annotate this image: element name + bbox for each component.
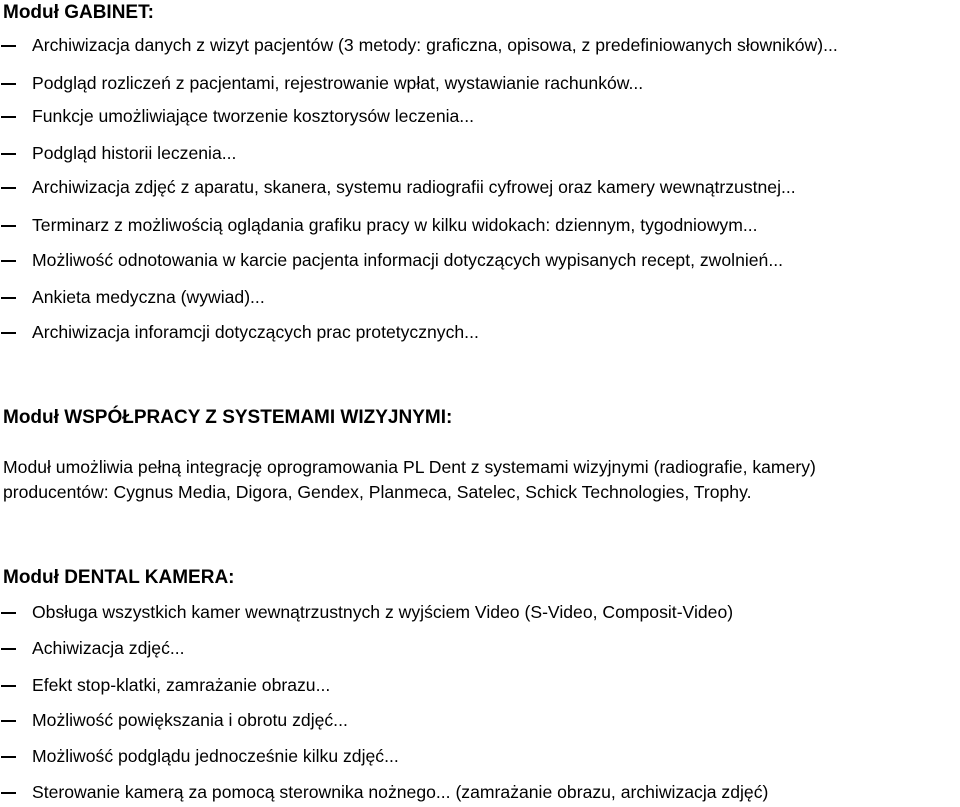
dash-bullet-icon xyxy=(1,332,16,334)
dash-bullet-icon xyxy=(1,116,16,118)
dash-bullet-icon xyxy=(1,45,16,47)
list-item-text: Sterowanie kamerą za pomocą sterownika nożnego... (zamrażanie obrazu, archiwizacja zdjęć) xyxy=(32,782,769,802)
list-item-text: Efekt stop-klatki, zamrażanie obrazu... xyxy=(32,675,331,695)
list-item-text: Podgląd historii leczenia... xyxy=(32,143,237,163)
list-item-text: Możliwość podglądu jednocześnie kilku zdjęć... xyxy=(32,746,399,766)
list-item-text: Obsługa wszystkich kamer wewnątrzustnych z wyjściem Video (S-Video, Composit-Video) xyxy=(32,602,734,622)
list-item-text: Archiwizacja zdjęć z aparatu, skanera, systemu radiografii cyfrowej oraz kamery wewnątrzustnej... xyxy=(32,177,796,197)
section-heading-wspolpraca: Moduł WSPÓŁPRACY Z SYSTEMAMI WIZYJNYMI: xyxy=(3,407,453,428)
dash-bullet-icon xyxy=(1,612,16,614)
list-item-text: Archiwizacja inforamcji dotyczących prac protetycznych... xyxy=(32,322,479,342)
paragraph-line: Moduł umożliwia pełną integrację oprogramowania PL Dent z systemami wizyjnymi (radiografie, kamery) xyxy=(3,457,816,477)
dash-bullet-icon xyxy=(1,297,16,299)
section-heading-kamera: Moduł DENTAL KAMERA: xyxy=(3,567,235,588)
dash-bullet-icon xyxy=(1,685,16,687)
list-item-text: Funkcje umożliwiające tworzenie kosztorysów leczenia... xyxy=(32,106,474,126)
dash-bullet-icon xyxy=(1,83,16,85)
paragraph-line: producentów: Cygnus Media, Digora, Gendex, Planmeca, Satelec, Schick Technologies, Trophy. xyxy=(3,482,752,502)
list-item-text: Achiwizacja zdjęć... xyxy=(32,638,185,658)
list-item-text: Możliwość odnotowania w karcie pacjenta informacji dotyczących wypisanych recept, zwolnień... xyxy=(32,250,784,270)
dash-bullet-icon xyxy=(1,225,16,227)
dash-bullet-icon xyxy=(1,260,16,262)
dash-bullet-icon xyxy=(1,187,16,189)
list-item-text: Archiwizacja danych z wizyt pacjentów (3 metody: graficzna, opisowa, z predefiniowanych słowników)... xyxy=(32,35,838,55)
list-item-text: Możliwość powiększania i obrotu zdjęć... xyxy=(32,710,348,730)
dash-bullet-icon xyxy=(1,153,16,155)
list-item-text: Ankieta medyczna (wywiad)... xyxy=(32,287,265,307)
list-item-text: Terminarz z możliwością oglądania grafiku pracy w kilku widokach: dziennym, tygodniowym... xyxy=(32,215,758,235)
section-heading-gabinet: Moduł GABINET: xyxy=(3,2,154,23)
dash-bullet-icon xyxy=(1,792,16,794)
list-item-text: Podgląd rozliczeń z pacjentami, rejestrowanie wpłat, wystawianie rachunków... xyxy=(32,73,644,93)
dash-bullet-icon xyxy=(1,756,16,758)
dash-bullet-icon xyxy=(1,648,16,650)
dash-bullet-icon xyxy=(1,720,16,722)
